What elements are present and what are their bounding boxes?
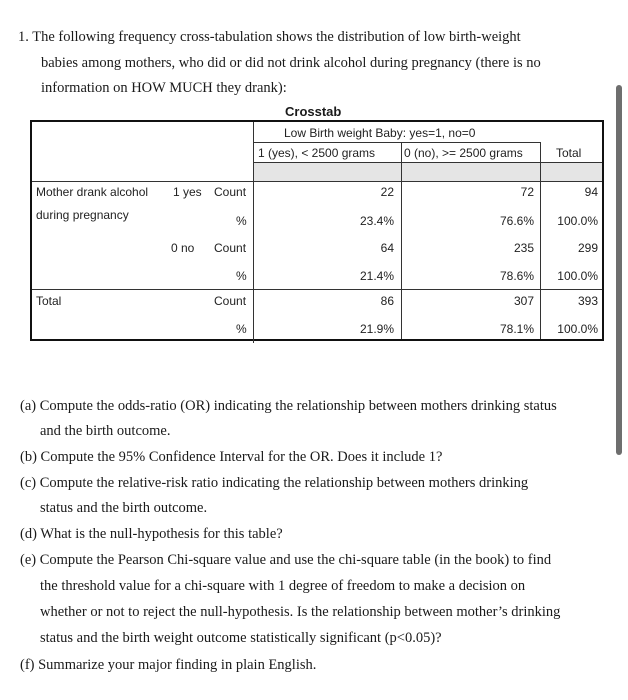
cell-value: 393 (577, 294, 598, 308)
question-e-cont-1: the threshold value for a chi-square with 1 degree of freedom to make a decision on (40, 578, 526, 594)
grid-line (253, 142, 540, 143)
grid-line (540, 142, 541, 339)
grid-line (32, 181, 602, 182)
row-yes-label: 1 yes (173, 185, 202, 199)
grid-line (253, 162, 602, 163)
crosstab-title: Crosstab (285, 104, 342, 119)
question-c: (c) Compute the relative-risk ratio indicating the relationship between mothers drinking (20, 475, 529, 491)
stat-label-count: Count (214, 241, 247, 255)
grid-line (253, 122, 254, 343)
cell-value: 307 (513, 294, 534, 308)
stat-label-count: Count (214, 294, 247, 308)
cell-value: 22 (380, 185, 394, 199)
cell-value: 64 (380, 241, 394, 255)
col-header-no: 0 (no), >= 2500 grams (404, 146, 523, 160)
cell-value: 72 (520, 185, 534, 199)
cell-value: 21.9% (359, 322, 394, 336)
cell-value: 78.6% (499, 269, 534, 283)
stat-label-pct: % (236, 322, 247, 336)
question-c-cont: status and the birth outcome. (40, 500, 208, 516)
question-e-cont-3: status and the birth weight outcome statistically significant (p<0.05)? (40, 630, 442, 646)
grid-line (401, 142, 402, 339)
cell-value: 23.4% (359, 214, 394, 228)
header-group-label: Low Birth weight Baby: yes=1, no=0 (284, 126, 476, 140)
gray-cell-header-total (540, 162, 602, 181)
cell-value: 78.1% (499, 322, 534, 336)
cell-value: 235 (513, 241, 534, 255)
intro-line-3: information on HOW MUCH they drank): (41, 80, 287, 96)
question-b: (b) Compute the 95% Confidence Interval for the OR. Does it include 1? (20, 449, 443, 465)
intro-line-2: babies among mothers, who did or did not drink alcohol during pregnancy (there is no (41, 55, 541, 71)
intro-line-1: 1. The following frequency cross-tabulation shows the distribution of low birth-weight (18, 29, 521, 45)
cell-value: 100.0% (557, 269, 598, 283)
question-e: (e) Compute the Pearson Chi-square value and use the chi-square table (in the book) to find (20, 552, 552, 568)
col-header-total: Total (556, 146, 582, 160)
question-e-cont-2: whether or not to reject the null-hypothesis. Is the relationship between mother’s drinking (40, 604, 561, 620)
question-d: (d) What is the null-hypothesis for this table? (20, 526, 283, 542)
row-var-label: Mother drank alcohol (36, 185, 149, 199)
row-var-label-2: during pregnancy (36, 208, 129, 222)
cell-value: 100.0% (557, 214, 598, 228)
cell-value: 86 (380, 294, 394, 308)
gray-cell-header-no (401, 162, 540, 181)
cell-value: 94 (584, 185, 598, 199)
crosstab-table (30, 120, 604, 341)
stat-label-pct: % (236, 269, 247, 283)
question-f: (f) Summarize your major finding in plain English. (20, 657, 317, 673)
cell-value: 299 (577, 241, 598, 255)
cell-value: 100.0% (557, 322, 598, 336)
row-no-label: 0 no (171, 241, 195, 255)
cell-value: 76.6% (499, 214, 534, 228)
cell-value: 21.4% (359, 269, 394, 283)
question-a-cont: and the birth outcome. (40, 423, 171, 439)
question-a: (a) Compute the odds-ratio (OR) indicating the relationship between mothers drinking status (20, 398, 557, 414)
grid-line (32, 289, 602, 290)
stat-label-count: Count (214, 185, 247, 199)
stat-label-pct: % (236, 214, 247, 228)
gray-cell-header-yes (253, 162, 401, 181)
row-total-label: Total (36, 294, 62, 308)
col-header-yes: 1 (yes), < 2500 grams (258, 146, 376, 160)
vertical-scrollbar[interactable] (616, 85, 622, 455)
